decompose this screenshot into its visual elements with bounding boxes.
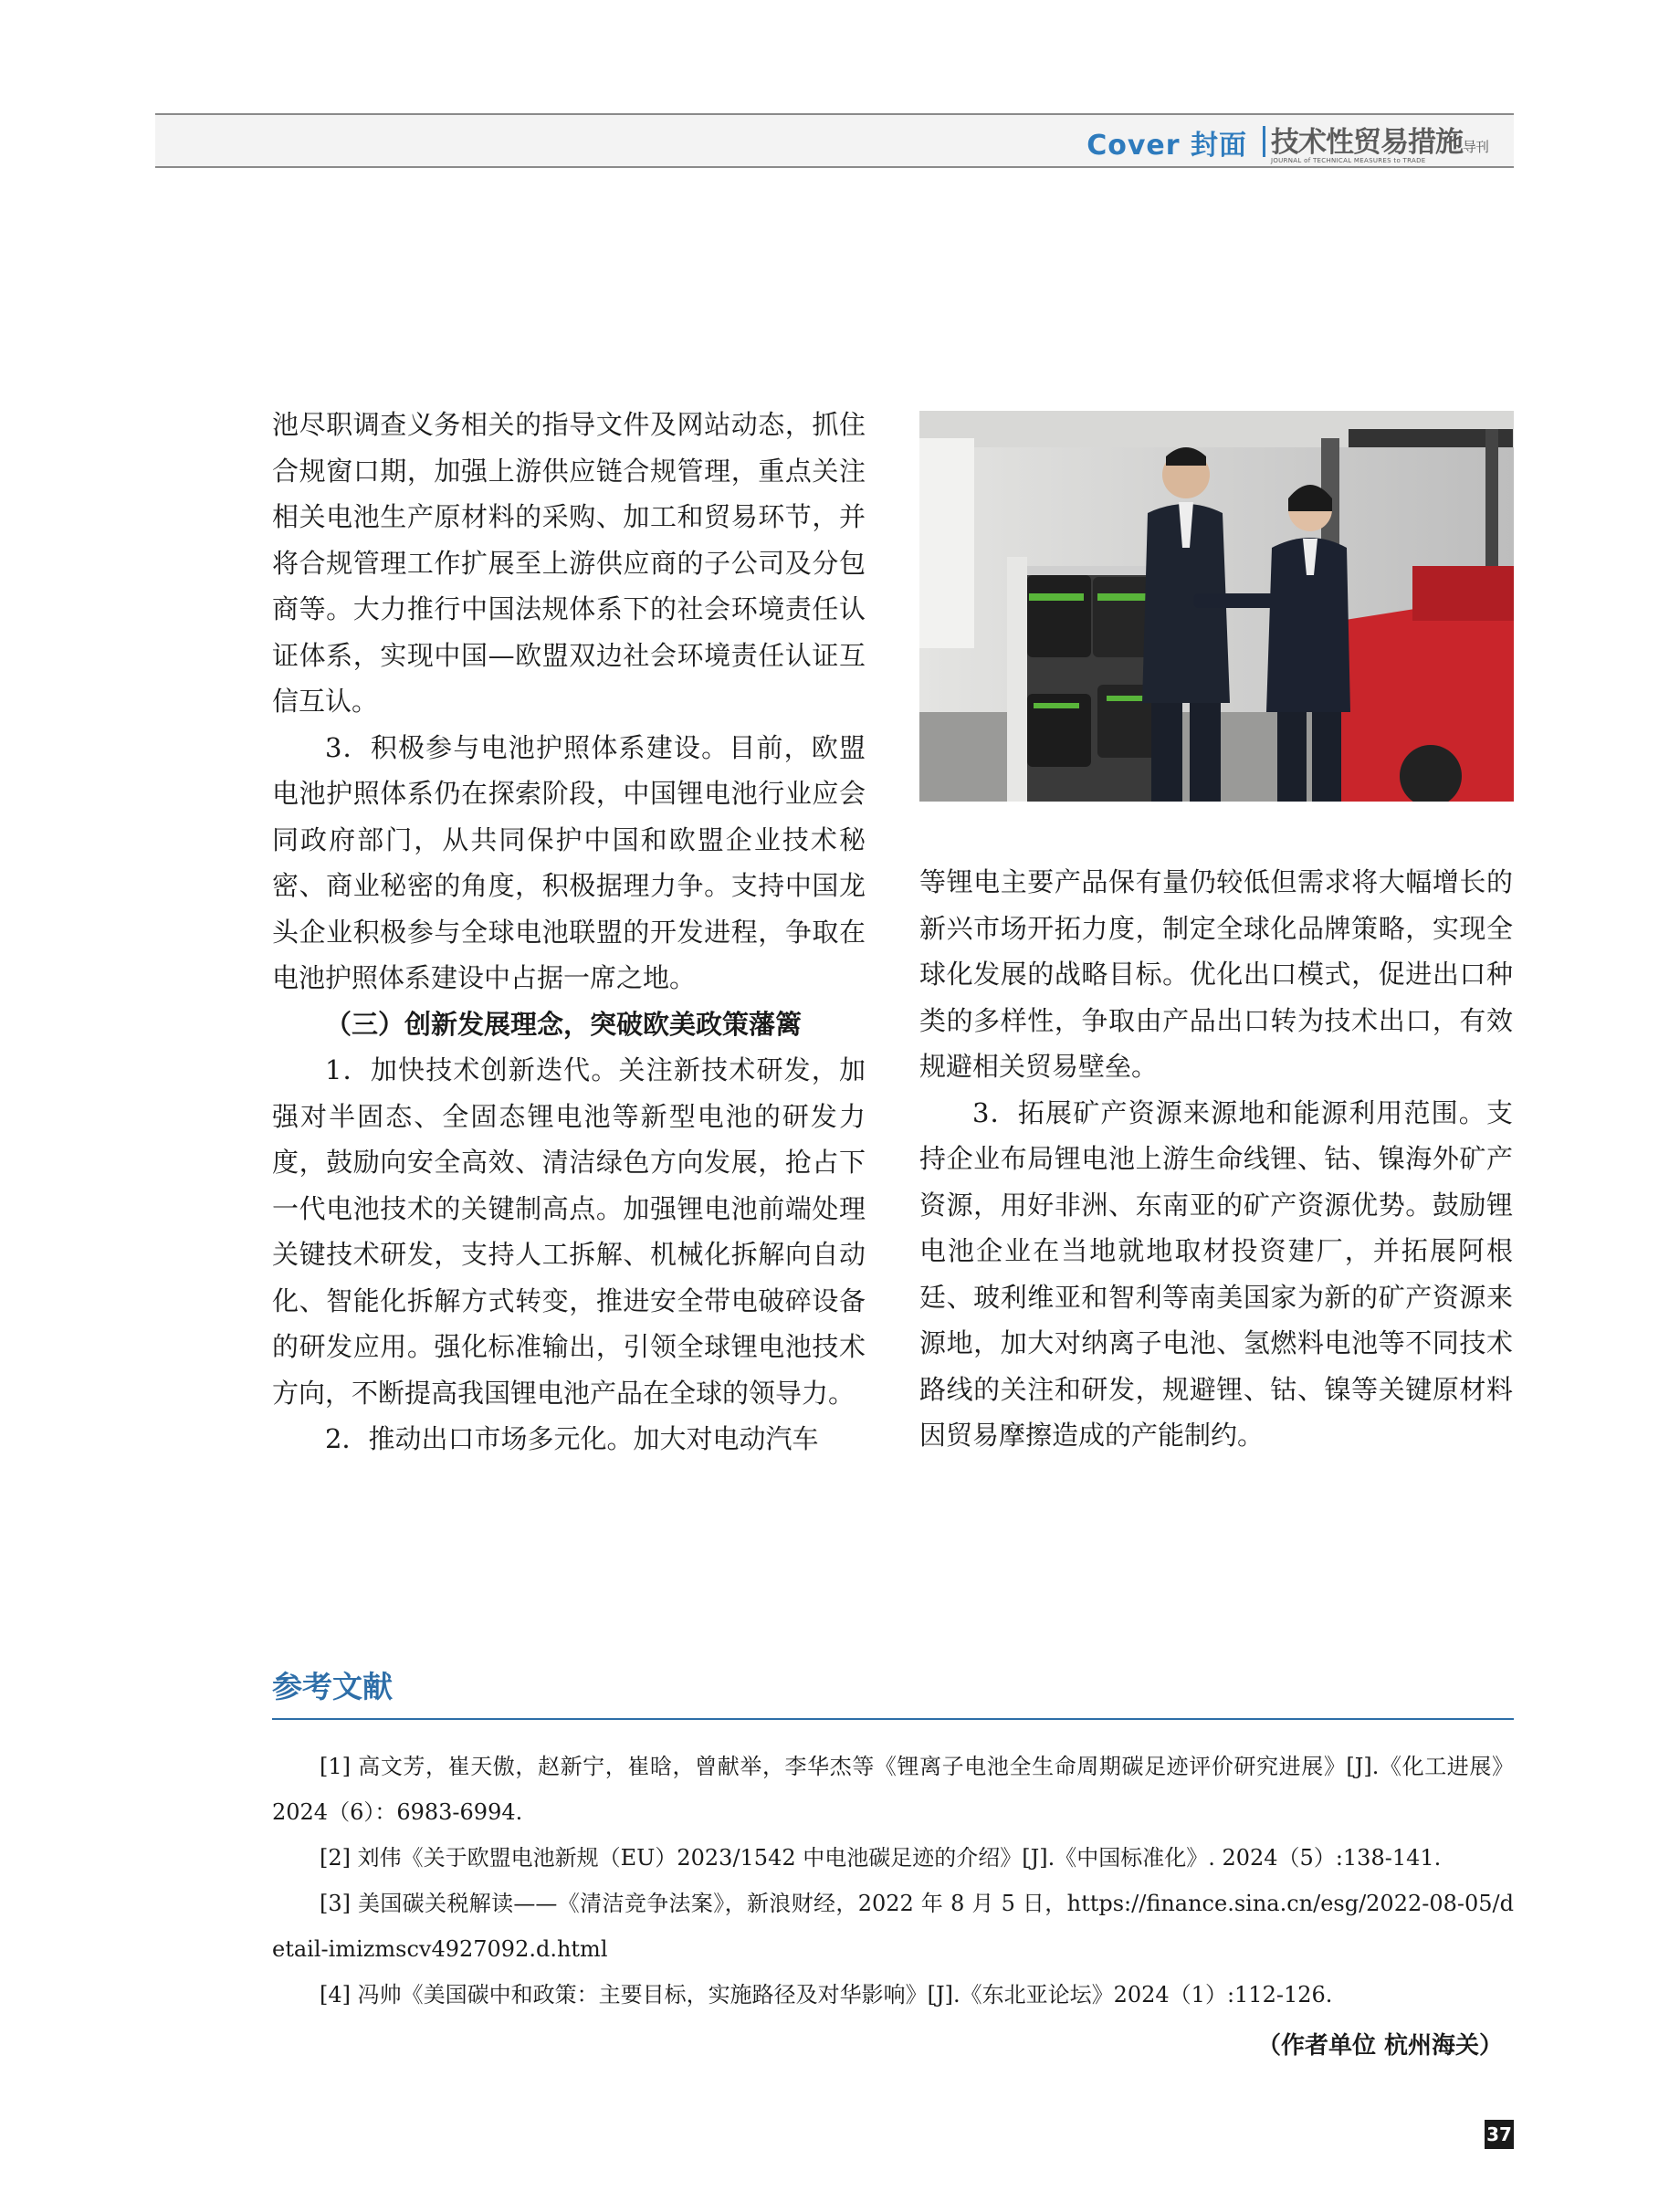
running-header xyxy=(155,113,1514,168)
journal-name-en: JOURNAL of TECHNICAL MEASURES to TRADE xyxy=(1271,157,1426,164)
photo-battery-inspection xyxy=(919,411,1514,802)
section-heading: （三）创新发展理念，突破欧美政策藩篱 xyxy=(325,1008,803,1040)
right-text-column xyxy=(919,859,1513,1459)
page-number: 37 xyxy=(1485,2120,1514,2149)
journal-logo xyxy=(1271,119,1506,164)
journal-suffix: 导刊 xyxy=(1463,139,1489,155)
author-affiliation: （作者单位 杭州海关） xyxy=(1256,2032,1503,2060)
paragraph: 3．积极参与电池护照体系建设。目前，欧盟电池护照体系仍在探索阶段，中国锂电池行业应会同政府部门，从共同保护中国和欧盟企业技术秘密、商业秘密的角度，积极据理力争。支持中国龙头企业积极参与全球电池联盟的开发进程，争取在电池护照体系建设中占据一席之地。 xyxy=(272,731,866,993)
reference-item: [2] 刘伟《关于欧盟电池新规（EU）2023/1542 中电池碳足迹的介绍》[J].《中国标准化》. 2024（5）:138-141. xyxy=(320,1845,1442,1871)
references-title: 参考文献 xyxy=(272,1669,393,1704)
reference-item: [3] 美国碳关税解读——《清洁竞争法案》，新浪财经，2022 年 8 月 5 日，https://finance.sina.cn/esg/2022-08-05/detail-imizmscv4927092.d.html xyxy=(272,1891,1514,1962)
reference-item: [4] 冯帅《美国碳中和政策：主要目标，实施路径及对华影响》[J].《东北亚论坛》2024（1）:112-126. xyxy=(320,1982,1333,2008)
journal-name: 技术性贸易措施 xyxy=(1271,126,1463,159)
references-list xyxy=(272,1744,1514,2018)
photo-illustration xyxy=(919,411,1514,802)
section-label: Cover 封面 xyxy=(1086,130,1247,162)
paragraph: 3．拓展矿产资源来源地和能源利用范围。支持企业布局锂电池上游生命线锂、钴、镍海外矿产资源，用好非洲、东南亚的矿产资源优势。鼓励锂电池企业在当地就地取材投资建厂，并拓展阿根廷、玻利维亚和智利等南美国家为新的矿产资源来源地，加大对纳离子电池、氢燃料电池等不同技术路线的关注和研发，规避锂、钴、镍等关键原材料因贸易摩擦造成的产能制约。 xyxy=(919,1096,1513,1451)
paragraph: 1．加快技术创新迭代。关注新技术研发，加强对半固态、全固态锂电池等新型电池的研发力度，鼓励向安全高效、清洁绿色方向发展，抢占下一代电池技术的关键制高点。加强锂电池前端处理关键技术研发，支持人工拆解、机械化拆解向自动化、智能化拆解方式转变，推进安全带电破碎设备的研发应用。强化标准输出，引领全球锂电池技术方向，不断提高我国锂电池产品在全球的领导力。 xyxy=(272,1054,866,1409)
paragraph: 2．推动出口市场多元化。加大对电动汽车 xyxy=(325,1423,819,1454)
paragraph: 等锂电主要产品保有量仍较低但需求将大幅增长的新兴市场开拓力度，制定全球化品牌策略，实现全球化发展的战略目标。优化出口模式，促进出口种类的多样性，争取由产品出口转为技术出口，有效规避相关贸易壁垒。 xyxy=(919,866,1513,1082)
references-divider xyxy=(272,1718,1514,1720)
header-divider xyxy=(1263,126,1265,157)
reference-item: [1] 高文芳，崔天傲，赵新宁，崔晗，曾献举，李华杰等《锂离子电池全生命周期碳足迹评价研究进展》[J].《化工进展》2024（6）：6983-6994. xyxy=(272,1754,1514,1825)
paragraph: 池尽职调查义务相关的指导文件及网站动态，抓住合规窗口期，加强上游供应链合规管理，重点关注相关电池生产原材料的采购、加工和贸易环节，并将合规管理工作扩展至上游供应商的子公司及分包商等。大力推行中国法规体系下的社会环境责任认证体系，实现中国—欧盟双边社会环境责任认证互信互认。 xyxy=(272,409,866,717)
left-text-column xyxy=(272,402,866,1462)
